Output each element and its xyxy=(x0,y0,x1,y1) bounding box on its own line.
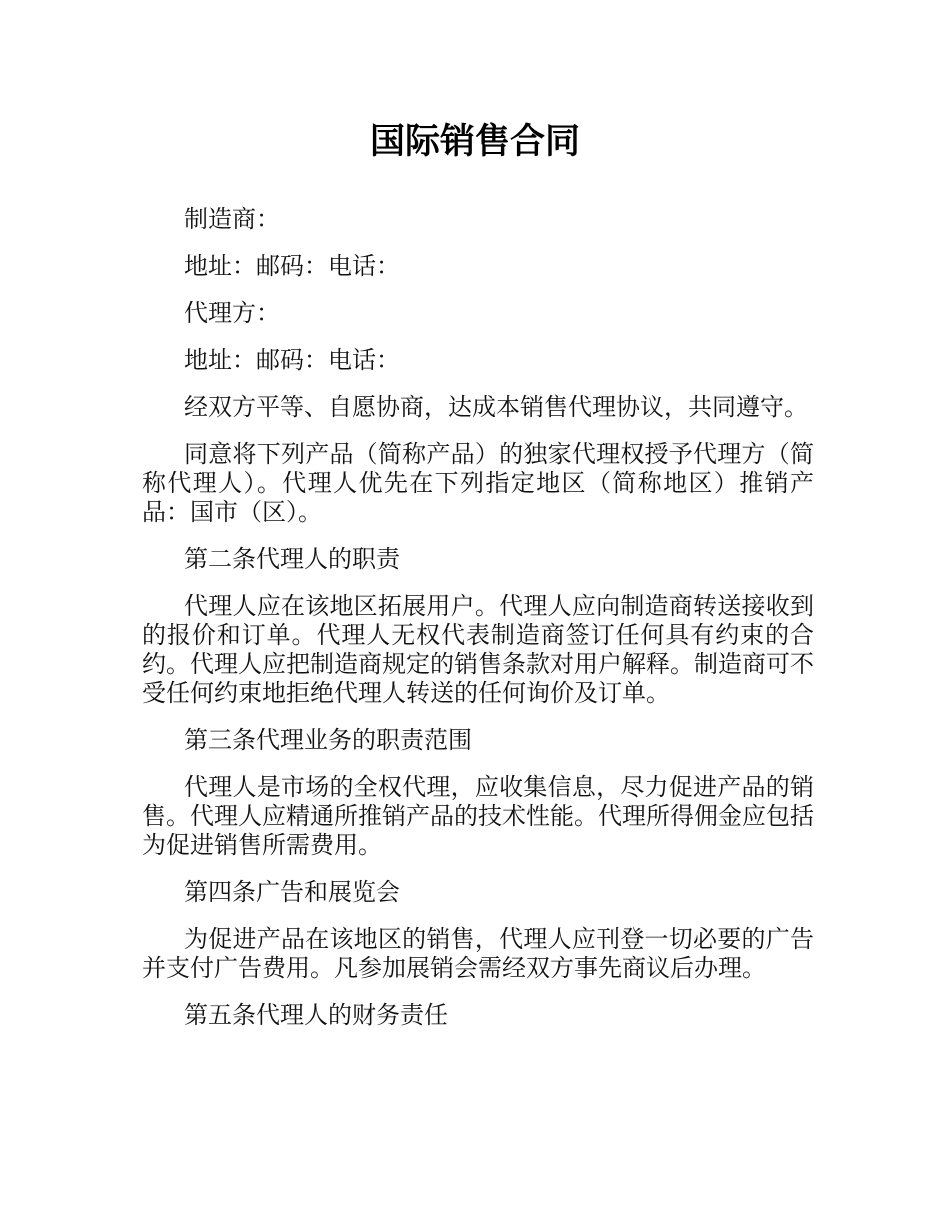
article-4-body: 为促进产品在该地区的销售，代理人应刊登一切必要的广告并支付广告费用。凡参加展销会需经双方事先商议后办理。 xyxy=(142,925,814,982)
clause-grant-of-agency: 同意将下列产品（简称产品）的独家代理权授予代理方（简称代理人）。代理人优先在下列指定地区（简称地区）推销产品：国市（区）。 xyxy=(142,440,814,526)
article-4-heading: 第四条广告和展览会 xyxy=(184,878,400,906)
manufacturer-address-line: 地址：邮码：电话： xyxy=(184,252,400,280)
agreement-intro: 经双方平等、自愿协商，达成本销售代理协议，共同遵守。 xyxy=(184,393,808,421)
agent-line: 代理方： xyxy=(184,299,280,327)
article-2-heading: 第二条代理人的职责 xyxy=(184,545,400,573)
agent-address-line: 地址：邮码：电话： xyxy=(184,346,400,374)
article-3-heading: 第三条代理业务的职责范围 xyxy=(184,726,472,754)
manufacturer-line: 制造商： xyxy=(184,205,280,233)
article-3-body: 代理人是市场的全权代理，应收集信息，尽力促进产品的销售。代理人应精通所推销产品的技术性能。代理所得佣金应包括为促进销售所需费用。 xyxy=(142,773,814,859)
article-2-body: 代理人应在该地区拓展用户。代理人应向制造商转送接收到的报价和订单。代理人无权代表制造商签订任何具有约束的合约。代理人应把制造商规定的销售条款对用户解释。制造商可不受任何约束地拒绝代理人转送的任何询价及订单。 xyxy=(142,592,814,707)
article-5-heading: 第五条代理人的财务责任 xyxy=(184,1001,448,1029)
document-title: 国际销售合同 xyxy=(369,122,580,162)
document-body xyxy=(142,205,814,1048)
